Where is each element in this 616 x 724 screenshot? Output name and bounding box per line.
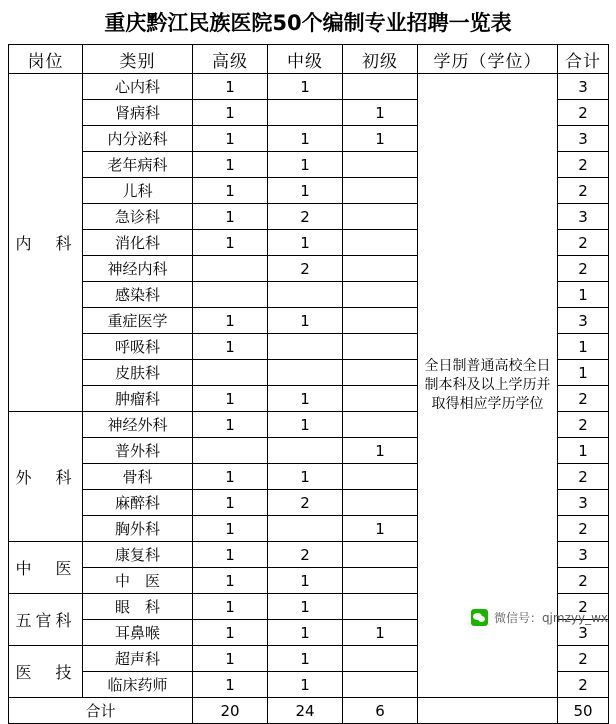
junior-count-cell (343, 490, 418, 516)
senior-count-cell: 1 (193, 568, 268, 594)
mid-count-cell: 1 (268, 620, 343, 646)
col-header-category: 类别 (83, 45, 193, 74)
senior-count-cell (193, 360, 268, 386)
mid-count-cell (268, 360, 343, 386)
senior-count-cell: 1 (193, 464, 268, 490)
row-total-cell: 3 (558, 74, 609, 100)
senior-count-cell: 1 (193, 230, 268, 256)
row-total-cell: 3 (558, 490, 609, 516)
row-total-cell: 1 (558, 334, 609, 360)
category-cell: 普外科 (83, 438, 193, 464)
category-cell: 临床药师 (83, 672, 193, 698)
dept-cell: 医 技 (9, 646, 83, 698)
junior-count-cell (343, 568, 418, 594)
col-header-junior: 初级 (343, 45, 418, 74)
table-row (9, 74, 609, 100)
mid-count-cell (268, 334, 343, 360)
mid-count-cell: 2 (268, 256, 343, 282)
total-senior-cell: 20 (193, 698, 268, 724)
col-header-total: 合计 (558, 45, 609, 74)
senior-count-cell: 1 (193, 386, 268, 412)
category-cell: 急诊科 (83, 204, 193, 230)
row-total-cell: 2 (558, 386, 609, 412)
dept-cell: 中 医 (9, 542, 83, 594)
category-cell: 超声科 (83, 646, 193, 672)
category-cell: 儿科 (83, 178, 193, 204)
category-cell: 内分泌科 (83, 126, 193, 152)
mid-count-cell: 1 (268, 152, 343, 178)
row-total-cell: 2 (558, 646, 609, 672)
category-cell: 骨科 (83, 464, 193, 490)
category-cell: 感染科 (83, 282, 193, 308)
senior-count-cell (193, 256, 268, 282)
total-label-cell: 合计 (9, 698, 193, 724)
mid-count-cell: 2 (268, 204, 343, 230)
junior-count-cell (343, 308, 418, 334)
mid-count-cell (268, 438, 343, 464)
category-cell: 神经内科 (83, 256, 193, 282)
row-total-cell: 3 (558, 204, 609, 230)
junior-count-cell: 1 (343, 620, 418, 646)
total-education-cell (418, 698, 558, 724)
category-cell: 消化科 (83, 230, 193, 256)
senior-count-cell: 1 (193, 672, 268, 698)
category-cell: 康复科 (83, 542, 193, 568)
mid-count-cell (268, 282, 343, 308)
total-mid-cell: 24 (268, 698, 343, 724)
junior-count-cell: 1 (343, 516, 418, 542)
category-cell: 皮肤科 (83, 360, 193, 386)
row-total-cell: 2 (558, 594, 609, 620)
mid-count-cell: 2 (268, 542, 343, 568)
total-junior-cell: 6 (343, 698, 418, 724)
junior-count-cell (343, 646, 418, 672)
junior-count-cell (343, 152, 418, 178)
category-cell: 麻醉科 (83, 490, 193, 516)
senior-count-cell (193, 282, 268, 308)
mid-count-cell: 1 (268, 594, 343, 620)
junior-count-cell (343, 464, 418, 490)
junior-count-cell (343, 178, 418, 204)
row-total-cell: 2 (558, 672, 609, 698)
category-cell: 呼吸科 (83, 334, 193, 360)
dept-cell: 外 科 (9, 412, 83, 542)
senior-count-cell: 1 (193, 594, 268, 620)
senior-count-cell: 1 (193, 334, 268, 360)
grand-total-cell: 50 (558, 698, 609, 724)
row-total-cell: 3 (558, 542, 609, 568)
page-title: 重庆黔江民族医院50个编制专业招聘一览表 (104, 11, 512, 35)
dept-cell: 五官科 (9, 594, 83, 646)
mid-count-cell: 1 (268, 646, 343, 672)
dept-cell: 内 科 (9, 74, 83, 412)
junior-count-cell (343, 360, 418, 386)
junior-count-cell (343, 594, 418, 620)
senior-count-cell: 1 (193, 412, 268, 438)
junior-count-cell (343, 256, 418, 282)
mid-count-cell: 1 (268, 230, 343, 256)
mid-count-cell (268, 516, 343, 542)
row-total-cell: 1 (558, 360, 609, 386)
senior-count-cell: 1 (193, 126, 268, 152)
senior-count-cell: 1 (193, 74, 268, 100)
watermark-text: 微信号：qjmzyy_wx (493, 611, 608, 625)
row-total-cell: 3 (558, 620, 609, 646)
senior-count-cell: 1 (193, 204, 268, 230)
row-total-cell: 2 (558, 230, 609, 256)
mid-count-cell (268, 100, 343, 126)
junior-count-cell: 1 (343, 126, 418, 152)
junior-count-cell (343, 672, 418, 698)
senior-count-cell: 1 (193, 490, 268, 516)
category-cell: 老年病科 (83, 152, 193, 178)
senior-count-cell: 1 (193, 646, 268, 672)
col-header-senior: 高级 (193, 45, 268, 74)
mid-count-cell: 1 (268, 386, 343, 412)
mid-count-cell: 2 (268, 490, 343, 516)
junior-count-cell (343, 230, 418, 256)
table-body (9, 74, 609, 724)
watermark (471, 609, 608, 626)
junior-count-cell (343, 386, 418, 412)
row-total-cell: 3 (558, 126, 609, 152)
category-cell: 胸外科 (83, 516, 193, 542)
row-total-cell: 2 (558, 516, 609, 542)
mid-count-cell: 1 (268, 178, 343, 204)
category-cell: 肾病科 (83, 100, 193, 126)
junior-count-cell: 1 (343, 100, 418, 126)
row-total-cell: 1 (558, 282, 609, 308)
row-total-cell: 2 (558, 568, 609, 594)
mid-count-cell: 1 (268, 568, 343, 594)
row-total-cell: 2 (558, 412, 609, 438)
category-cell: 眼 科 (83, 594, 193, 620)
mid-count-cell: 1 (268, 126, 343, 152)
mid-count-cell: 1 (268, 672, 343, 698)
senior-count-cell: 1 (193, 516, 268, 542)
junior-count-cell (343, 74, 418, 100)
category-cell: 中 医 (83, 568, 193, 594)
category-cell: 神经外科 (83, 412, 193, 438)
senior-count-cell (193, 438, 268, 464)
category-cell: 重症医学 (83, 308, 193, 334)
junior-count-cell (343, 412, 418, 438)
mid-count-cell: 1 (268, 308, 343, 334)
senior-count-cell: 1 (193, 178, 268, 204)
junior-count-cell (343, 204, 418, 230)
table-header-row (9, 45, 609, 74)
row-total-cell: 2 (558, 178, 609, 204)
senior-count-cell: 1 (193, 620, 268, 646)
mid-count-cell: 1 (268, 74, 343, 100)
senior-count-cell: 1 (193, 542, 268, 568)
senior-count-cell: 1 (193, 100, 268, 126)
mid-count-cell: 1 (268, 464, 343, 490)
category-cell: 肿瘤科 (83, 386, 193, 412)
row-total-cell: 2 (558, 464, 609, 490)
row-total-cell: 2 (558, 152, 609, 178)
junior-count-cell (343, 334, 418, 360)
junior-count-cell (343, 542, 418, 568)
row-total-cell: 3 (558, 308, 609, 334)
senior-count-cell: 1 (193, 308, 268, 334)
junior-count-cell (343, 282, 418, 308)
row-total-cell: 2 (558, 100, 609, 126)
senior-count-cell: 1 (193, 152, 268, 178)
junior-count-cell: 1 (343, 438, 418, 464)
row-total-cell: 1 (558, 438, 609, 464)
category-cell: 耳鼻喉 (83, 620, 193, 646)
wechat-icon (471, 609, 488, 626)
col-header-mid: 中级 (268, 45, 343, 74)
row-total-cell: 2 (558, 256, 609, 282)
mid-count-cell: 1 (268, 412, 343, 438)
education-requirement-cell: 全日制普通高校全日制本科及以上学历并取得相应学历学位 (418, 74, 558, 698)
category-cell: 心内科 (83, 74, 193, 100)
table-total-row (9, 698, 609, 724)
col-header-education: 学历（学位） (418, 45, 558, 74)
col-header-post: 岗位 (9, 45, 83, 74)
table-header (9, 45, 609, 74)
